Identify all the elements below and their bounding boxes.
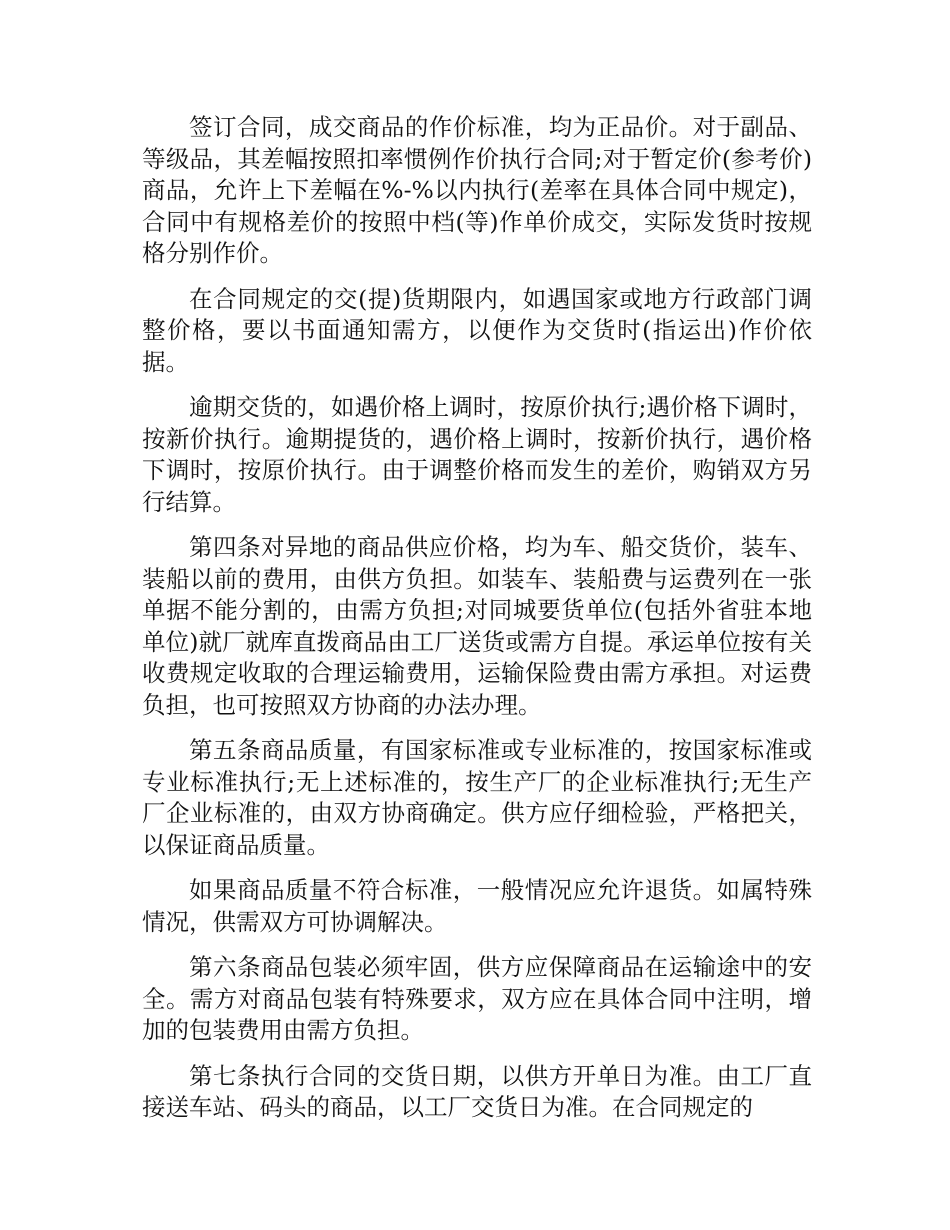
paragraph-overdue-delivery: 逾期交货的，如遇价格上调时，按原价执行;遇价格下调时，按新价执行。逾期提货的，遇价格上调时，按新价执行，遇价格下调时，按原价执行。由于调整价格而发生的差价，购销双方另行结算。 — [142, 393, 812, 516]
paragraph-quality-return: 如果商品质量不符合标准，一般情况应允许退货。如属特殊情况，供需双方可协调解决。 — [142, 876, 812, 936]
paragraph-article-4: 第四条对异地的商品供应价格，均为车、船交货价，装车、装船以前的费用，由供方负担。如装车、装船费与运费列在一张单据不能分割的，由需方负担;对同城要货单位(包括外省驻本地单位)就厂就库直拨商品由工厂送货或需方自提。承运单位按有关收费规定收取的合理运输费用，运输保险费由需方承担。对运费负担，也可按照双方协商的办法办理。 — [142, 533, 812, 719]
paragraph-article-6: 第六条商品包装必须牢固，供方应保障商品在运输途中的安全。需方对商品包装有特殊要求，双方应在具体合同中注明，增加的包装费用由需方负担。 — [142, 953, 812, 1044]
paragraph-article-5: 第五条商品质量，有国家标准或专业标准的，按国家标准或专业标准执行;无上述标准的，按生产厂的企业标准执行;无生产厂企业标准的，由双方协商确定。供方应仔细检验，严格把关，以保证商品质量。 — [142, 736, 812, 859]
paragraph-article-7: 第七条执行合同的交货日期，以供方开单日为准。由工厂直接送车站、码头的商品，以工厂交货日为准。在合同规定的 — [142, 1061, 812, 1121]
paragraph-price-adjustment: 在合同规定的交(提)货期限内，如遇国家或地方行政部门调整价格，要以书面通知需方，以便作为交货时(指运出)作价依据。 — [142, 284, 812, 376]
document-page — [142, 112, 812, 1138]
paragraph-pricing-standard: 签订合同，成交商品的作价标准，均为正品价。对于副品、等级品，其差幅按照扣率惯例作价执行合同;对于暂定价(参考价)商品，允许上下差幅在%-%以内执行(差率在具体合同中规定)，合同中有规格差价的按照中档(等)作单价成交，实际发货时按规格分别作价。 — [142, 113, 812, 267]
